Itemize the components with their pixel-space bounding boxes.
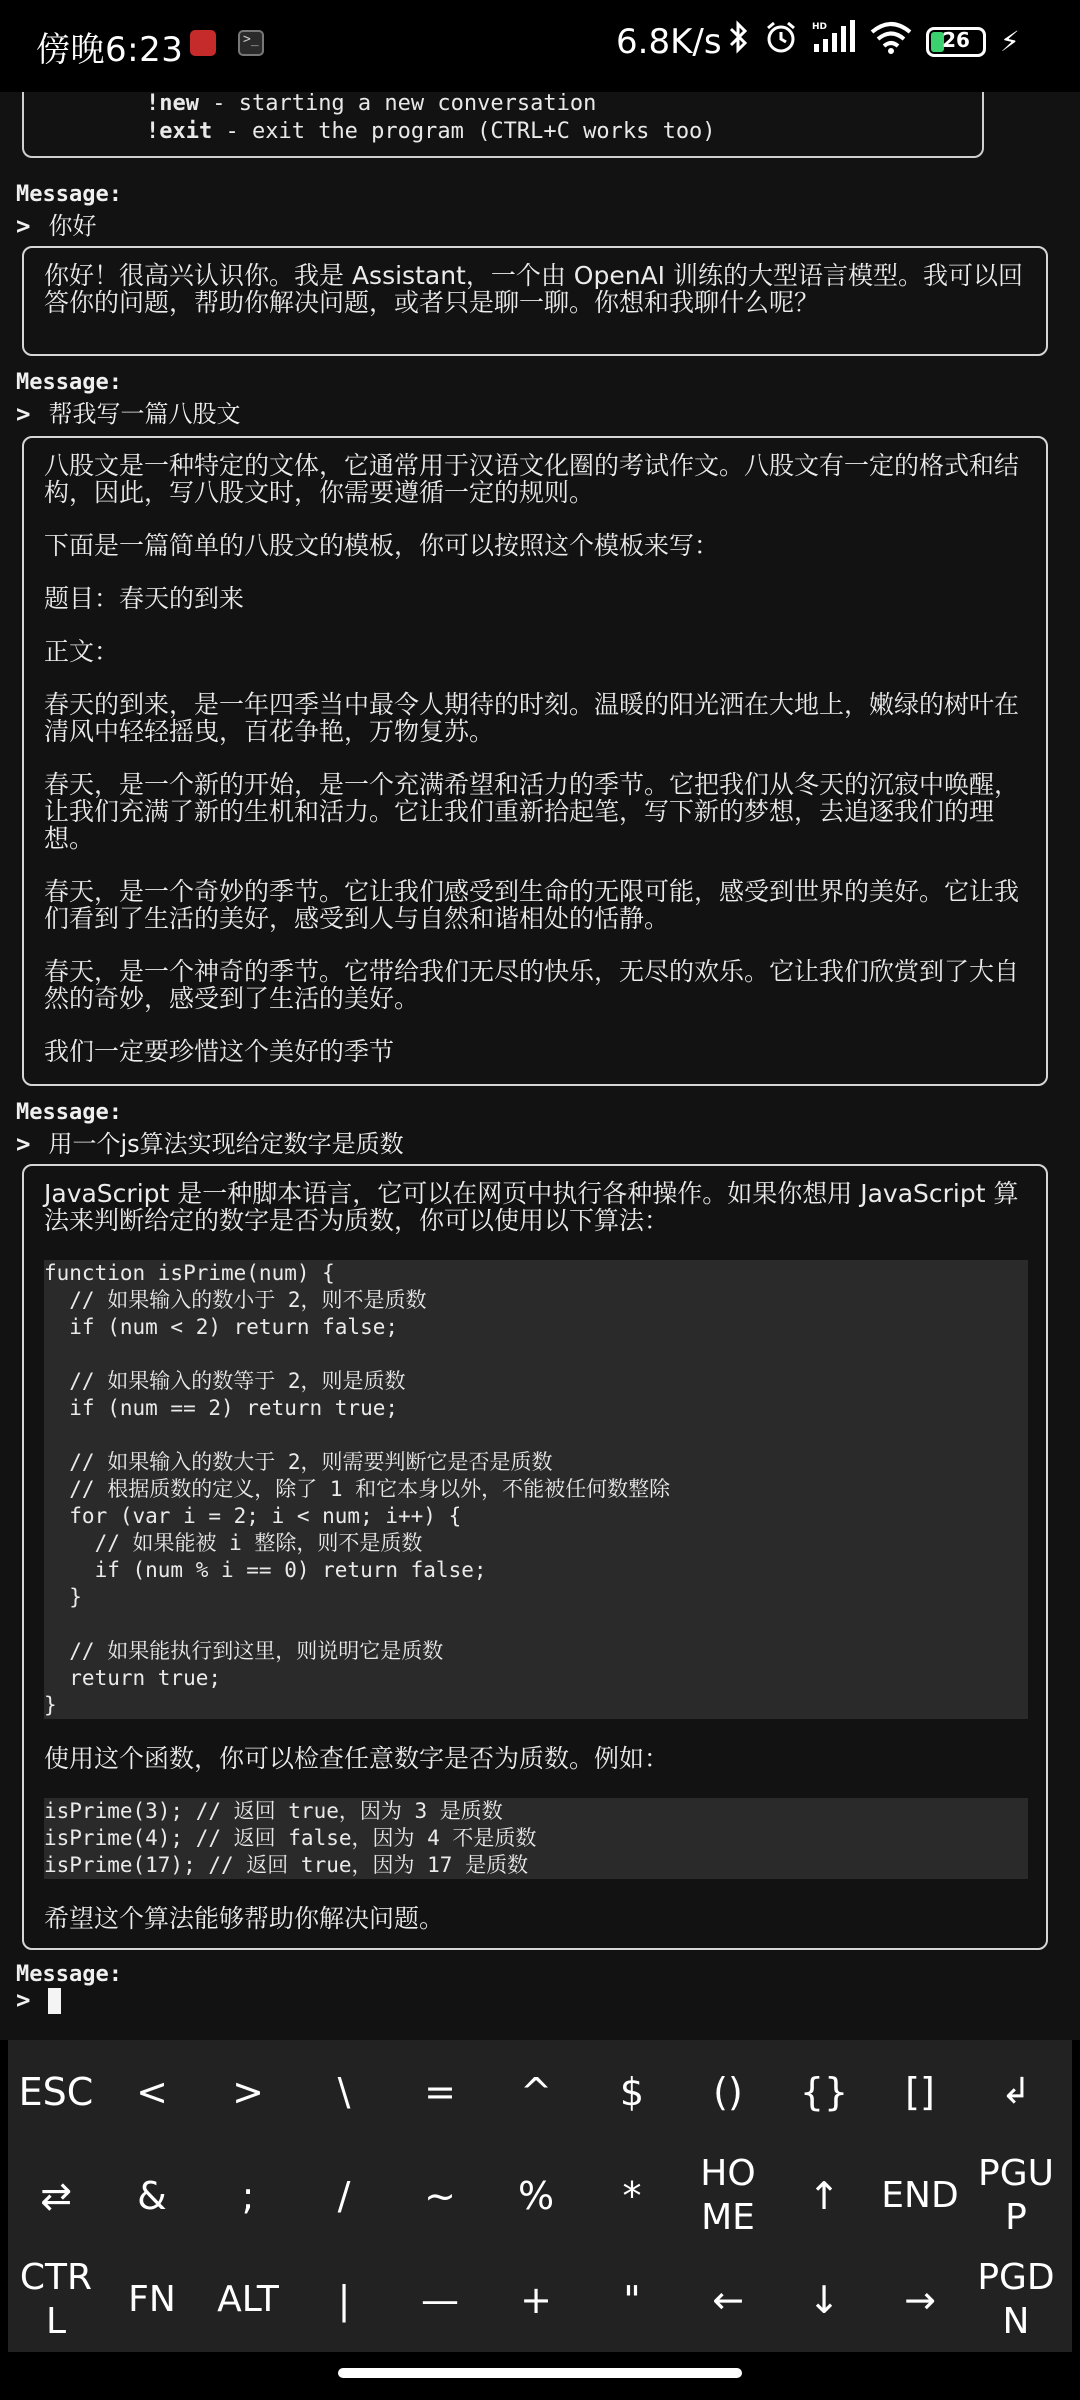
key-plus[interactable]: + bbox=[520, 2278, 552, 2322]
assistant-reply-box bbox=[22, 436, 1048, 1086]
terminal-output[interactable] bbox=[0, 92, 1080, 2040]
key-backslash[interactable]: \ bbox=[337, 2070, 351, 2114]
reply-paragraph: 春天的到来，是一年四季当中最令人期待的时刻。温暖的阳光洒在大地上，嫩绿的树叶在清风中轻轻摇曳，百花争艳，万物复苏。 bbox=[44, 690, 1020, 746]
svg-text:HD: HD bbox=[812, 21, 828, 32]
arrow-down-icon[interactable]: ↓ bbox=[808, 2278, 840, 2322]
help-exit-desc: - exit the program (CTRL+C works too) bbox=[212, 119, 716, 144]
extra-keys-bar bbox=[8, 2040, 1072, 2352]
message-label: Message: bbox=[16, 1100, 122, 1125]
key-greater-than[interactable]: > bbox=[232, 2070, 264, 2114]
key-end[interactable]: END bbox=[881, 2175, 959, 2216]
key-semicolon[interactable]: ; bbox=[241, 2174, 255, 2218]
reply-paragraph: 你好！很高兴认识你。我是 Assistant，一个由 OpenAI 训练的大型语言模型。我可以回答你的问题，帮助你解决问题，或者只是聊一聊。你想和我聊什么呢？ bbox=[44, 261, 1023, 317]
assistant-reply-box bbox=[22, 1164, 1048, 1950]
reply-paragraph: 春天，是一个新的开始，是一个充满希望和活力的季节。它把我们从冬天的沉寂中唤醒，让我们充满了新的生机和活力。它让我们重新拾起笔，写下新的梦想，去追逐我们的理想。 bbox=[44, 770, 1020, 853]
key-percent[interactable]: % bbox=[517, 2174, 555, 2218]
user-message-text: 你好 bbox=[48, 212, 97, 240]
reply-paragraph: 下面是一篇简单的八股文的模板，你可以按照这个模板来写： bbox=[44, 531, 720, 560]
key-fn[interactable]: FN bbox=[128, 2279, 176, 2320]
key-caret[interactable]: ^ bbox=[520, 2070, 552, 2114]
reply-paragraph: 八股文是一种特定的文体，它通常用于汉语文化圈的考试作文。八股文有一定的格式和结构，因此，写八股文时，你需要遵循一定的规则。 bbox=[44, 451, 1020, 507]
arrow-up-icon[interactable]: ↑ bbox=[808, 2174, 840, 2218]
bluetooth-icon bbox=[728, 20, 750, 65]
code-block[interactable]: function isPrime(num) { // 如果输入的数小于 2，则不是质数 if (num < 2) return false; // 如果输入的数等于 2，则是质数 if (num == 2) return true; // 如果输入的数大于 2，则需要判断它是否是质数 // 根据质数的定义，除了 1 和它本身以外，不能被任何数整除 for (var i = 2; i < num; i++) { // 如果能被 i 整除，则不是质数 if (num % i == 0) return false; } // 如果能执行到这里，则说明它是质数 return true; } bbox=[44, 1260, 1028, 1719]
prompt-symbol: > bbox=[16, 212, 31, 240]
key-slash[interactable]: / bbox=[337, 2174, 351, 2218]
user-message bbox=[16, 1124, 404, 1159]
arrow-right-icon[interactable]: → bbox=[904, 2278, 936, 2322]
key-braces[interactable]: {} bbox=[799, 2070, 849, 2114]
key-ampersand[interactable]: & bbox=[137, 2174, 167, 2218]
reply-paragraph: 春天，是一个神奇的季节。它带给我们无尽的快乐，无尽的欢乐。它让我们欣赏到了大自然的奇妙，感受到了生活的美好。 bbox=[44, 957, 1020, 1013]
reply-paragraph: 春天，是一个奇妙的季节。它让我们感受到生命的无限可能，感受到世界的美好。它让我们看到了生活的美好，感受到人与自然和谐相处的恬静。 bbox=[44, 877, 1020, 933]
terminal-notification-icon bbox=[238, 30, 264, 56]
key-esc[interactable]: ESC bbox=[18, 2070, 94, 2114]
key-row-1 bbox=[8, 2040, 1072, 2144]
user-message bbox=[16, 394, 240, 429]
reply-paragraph: 使用这个函数，你可以检查任意数字是否为质数。例如： bbox=[44, 1744, 670, 1773]
message-label: Message: bbox=[16, 182, 122, 207]
alarm-icon bbox=[764, 20, 798, 65]
key-less-than[interactable]: < bbox=[136, 2070, 168, 2114]
status-icons bbox=[728, 22, 1020, 62]
home-indicator[interactable] bbox=[338, 2368, 742, 2378]
key-home[interactable]: HOME bbox=[700, 2153, 756, 2238]
key-row-2 bbox=[8, 2144, 1072, 2248]
hd-signal-icon bbox=[812, 20, 856, 65]
user-message bbox=[16, 206, 96, 241]
key-equals[interactable]: = bbox=[424, 2070, 456, 2114]
key-asterisk[interactable]: * bbox=[622, 2174, 642, 2218]
key-pgdn[interactable]: PGDN bbox=[977, 2257, 1055, 2342]
key-dollar[interactable]: $ bbox=[619, 2070, 645, 2114]
key-pgup[interactable]: PGUP bbox=[978, 2153, 1054, 2238]
prompt-symbol: > bbox=[16, 400, 31, 428]
app-notification-icon bbox=[190, 30, 216, 56]
help-box bbox=[22, 92, 984, 158]
reply-paragraph: 希望这个算法能够帮助你解决问题。 bbox=[44, 1904, 445, 1933]
key-tilde[interactable]: ~ bbox=[424, 2174, 456, 2218]
message-label: Message: bbox=[16, 370, 122, 395]
input-label: Message: bbox=[16, 1962, 122, 1987]
status-time: 傍晚6:23 bbox=[36, 30, 184, 70]
user-message-text: 用一个js算法实现给定数字是质数 bbox=[48, 1130, 404, 1158]
battery-icon bbox=[926, 27, 986, 57]
help-exit-command: !exit bbox=[146, 119, 213, 144]
key-quote[interactable]: " bbox=[623, 2278, 641, 2322]
battery-level: 26 bbox=[942, 28, 970, 52]
help-new-command: !new bbox=[146, 92, 199, 116]
code-examples-block[interactable]: isPrime(3); // 返回 true，因为 3 是质数 isPrime(4); // 返回 false，因为 4 不是质数 isPrime(17); // 返回 true，因为 17 是质数 bbox=[44, 1798, 1028, 1879]
network-speed: 6.8K/s bbox=[616, 22, 722, 62]
reply-paragraph: 正文： bbox=[44, 637, 120, 666]
navigation-bar bbox=[0, 2352, 1080, 2400]
prompt-symbol: > bbox=[16, 1986, 31, 2014]
prompt-symbol: > bbox=[16, 1130, 31, 1158]
input-prompt[interactable] bbox=[16, 1986, 61, 2014]
arrow-left-icon[interactable]: ← bbox=[712, 2278, 744, 2322]
key-parens[interactable]: () bbox=[713, 2070, 743, 2114]
charging-icon: ⚡ bbox=[1000, 25, 1020, 58]
user-message-text: 帮我写一篇八股文 bbox=[48, 400, 241, 428]
key-ctrl[interactable]: CTRL bbox=[19, 2257, 93, 2342]
enter-icon[interactable]: ↲ bbox=[1000, 2071, 1032, 2112]
assistant-reply-box bbox=[22, 246, 1048, 356]
reply-paragraph: 我们一定要珍惜这个美好的季节 bbox=[44, 1037, 395, 1066]
status-bar bbox=[0, 0, 1080, 92]
key-dash[interactable]: — bbox=[421, 2278, 459, 2322]
help-new-desc: - starting a new conversation bbox=[198, 92, 597, 116]
wifi-icon bbox=[870, 20, 912, 65]
key-brackets[interactable]: [] bbox=[905, 2070, 935, 2114]
key-pipe[interactable]: | bbox=[337, 2278, 351, 2322]
reply-paragraph: 题目：春天的到来 bbox=[44, 584, 245, 613]
tab-icon[interactable]: ⇄ bbox=[40, 2174, 72, 2218]
key-alt[interactable]: ALT bbox=[217, 2279, 279, 2320]
text-cursor bbox=[48, 1988, 61, 2014]
reply-paragraph: JavaScript 是一种脚本语言，它可以在网页中执行各种操作。如果你想用 JavaScript 算法来判断给定的数字是否为质数，你可以使用以下算法： bbox=[44, 1179, 1019, 1235]
key-row-3 bbox=[8, 2248, 1072, 2352]
